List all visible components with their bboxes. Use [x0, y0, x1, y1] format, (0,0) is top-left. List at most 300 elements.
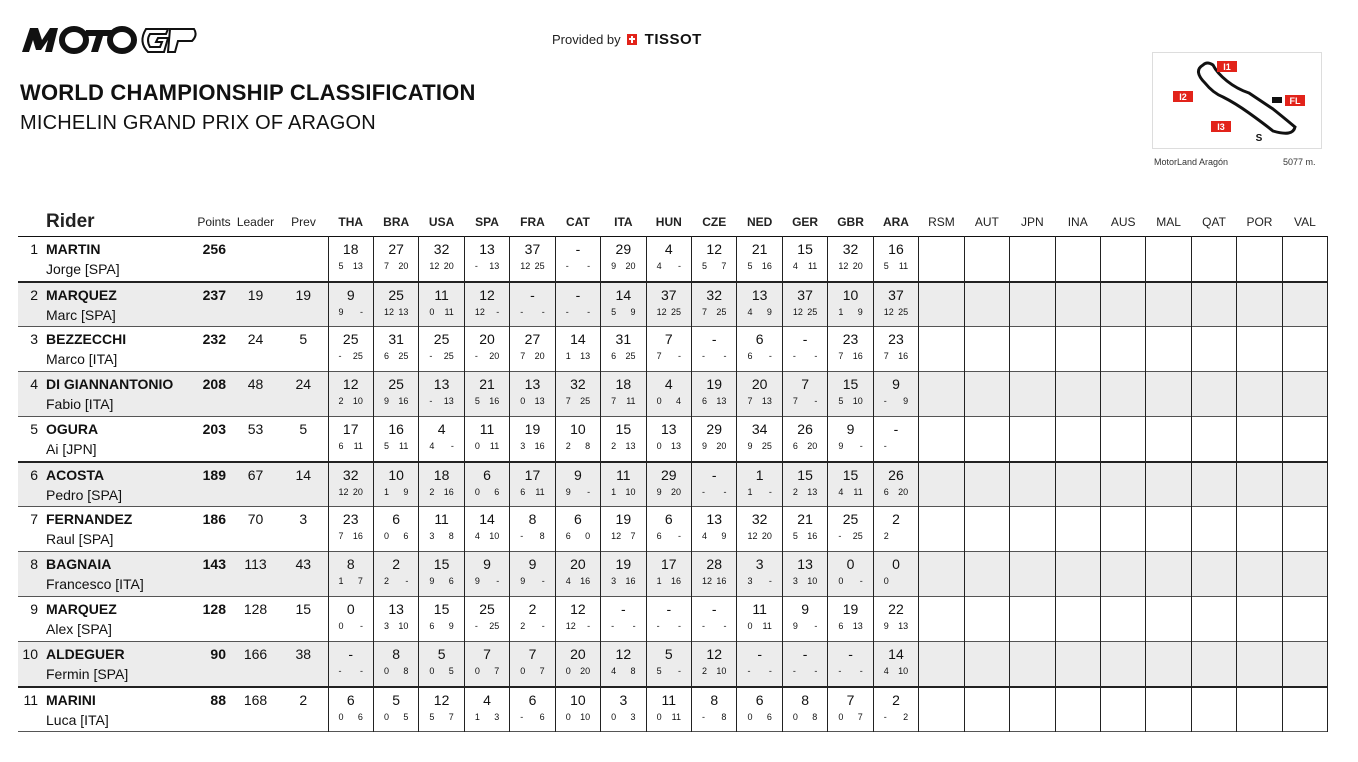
sprint-points: 9: [838, 441, 844, 451]
sprint-points: 7: [747, 396, 753, 406]
round-breakdown: [783, 529, 827, 541]
round-result-aut: [964, 462, 1009, 507]
sprint-points: 0: [656, 711, 662, 722]
sprint-points: 5: [656, 666, 662, 676]
race-points: 25: [534, 261, 545, 271]
round-result-fra: [510, 642, 555, 687]
round-breakdown: [874, 485, 918, 497]
round-result-ara: [873, 462, 918, 507]
race-points: 13: [580, 351, 591, 361]
round-result-aus: [1100, 282, 1145, 327]
sprint-points: 3: [611, 576, 617, 586]
round-points: 10: [570, 421, 586, 437]
race-points: -: [359, 666, 363, 676]
table-row: [18, 417, 1328, 462]
race-points: 13: [761, 396, 772, 406]
header-round-gbr: GBR: [837, 215, 864, 229]
race-points: 10: [898, 666, 909, 676]
round-result-ned: [737, 642, 782, 687]
round-points: -: [848, 646, 853, 662]
round-breakdown: [828, 529, 872, 541]
round-result-bra: [373, 597, 418, 642]
round-points: 9: [346, 286, 355, 303]
round-breakdown: [510, 439, 554, 451]
round-breakdown: [737, 664, 781, 676]
round-breakdown: [737, 710, 781, 722]
race-points: -: [678, 261, 681, 271]
leader-gap-cell: 168: [243, 691, 268, 708]
round-points: -: [666, 601, 672, 617]
sprint-points: 3: [383, 621, 389, 631]
race-points: 25: [761, 441, 772, 451]
race-points: 7: [448, 711, 454, 722]
sprint-points: -: [520, 531, 524, 541]
race-points: 25: [807, 306, 818, 317]
sprint-points: 1: [474, 711, 480, 722]
round-points: 9: [483, 556, 491, 572]
round-result-qat: [1191, 237, 1236, 282]
round-breakdown: [874, 305, 918, 317]
race-points: 20: [761, 531, 772, 541]
round-breakdown: [510, 529, 554, 541]
round-points: 9: [801, 601, 809, 617]
round-result-ina: [1055, 237, 1100, 282]
race-points: 20: [580, 666, 591, 676]
round-points: 6: [392, 511, 401, 527]
round-result-por: [1237, 507, 1282, 552]
position: 5: [30, 421, 38, 437]
round-result-bra: [373, 642, 418, 687]
sprint-points: 9: [565, 486, 571, 497]
round-result-bra: [373, 282, 418, 327]
race-points: 7: [494, 666, 500, 676]
round-points: 11: [616, 466, 631, 483]
round-result-mal: [1146, 642, 1191, 687]
round-breakdown: [647, 485, 691, 497]
sprint-points: -: [702, 351, 705, 361]
rider-surname: OGURA: [46, 421, 99, 437]
rider-firstname: Fermin [SPA]: [46, 666, 129, 682]
rider-cell: [18, 237, 196, 282]
round-result-usa: [419, 327, 464, 372]
rider-cell: [18, 462, 196, 507]
race-points: 20: [352, 486, 363, 497]
round-result-spa: [464, 597, 509, 642]
sprint-points: 12: [656, 306, 667, 317]
round-breakdown: [510, 349, 554, 361]
sprint-points: 7: [520, 351, 526, 361]
round-points: 18: [433, 466, 450, 483]
round-breakdown: [556, 574, 600, 586]
sprint-points: 9: [702, 441, 708, 451]
header-round-hun: HUN: [655, 215, 682, 229]
prev-gap-cell: 5: [299, 331, 308, 347]
round-result-ara: [873, 417, 918, 462]
points-cell: 90: [210, 646, 226, 662]
round-result-aut: [964, 237, 1009, 282]
round-breakdown: [510, 710, 554, 722]
round-result-jpn: [1010, 552, 1055, 597]
round-points: 25: [388, 286, 404, 303]
round-points: 0: [346, 601, 355, 617]
round-result-fra: [510, 237, 555, 282]
round-breakdown: [374, 529, 418, 541]
header-round-ara: ARA: [882, 215, 909, 229]
prev-gap-cell: [279, 237, 328, 282]
round-breakdown: [556, 305, 600, 317]
race-points: 7: [857, 711, 863, 722]
leader-gap-cell: 24: [247, 331, 264, 347]
round-result-cat: [555, 327, 600, 372]
race-points: 16: [580, 576, 591, 586]
round-result-qat: [1191, 327, 1236, 372]
sprint-points: 7: [838, 351, 844, 361]
round-breakdown: [783, 574, 827, 586]
round-breakdown: [556, 485, 600, 497]
round-result-gbr: [828, 282, 873, 327]
round-points: 11: [479, 421, 495, 437]
round-result-usa: [419, 687, 464, 732]
race-points: 16: [807, 531, 818, 541]
sprint-points: 0: [520, 396, 526, 406]
round-points: 23: [842, 331, 859, 347]
sprint-points: 0: [474, 441, 480, 451]
sprint-points: 0: [338, 621, 344, 631]
round-result-spa: [464, 372, 509, 417]
round-result-rsm: [919, 597, 964, 642]
round-result-fra: [510, 372, 555, 417]
round-result-rsm: [919, 417, 964, 462]
round-result-cze: [692, 597, 737, 642]
round-points: 21: [751, 241, 768, 257]
round-points: 6: [755, 691, 764, 708]
sprint-points: 6: [656, 531, 662, 541]
table-row: [18, 597, 1328, 642]
race-points: 13: [534, 396, 545, 406]
round-points: 32: [751, 511, 768, 527]
sprint-points: -: [338, 351, 342, 361]
round-result-cze: [692, 552, 737, 597]
sprint-points: 1: [656, 576, 662, 586]
round-result-cat: [555, 687, 600, 732]
round-points: 2: [892, 511, 900, 527]
classification-table: [18, 208, 1328, 732]
round-result-rsm: [919, 687, 964, 732]
round-points: 13: [524, 376, 541, 392]
round-result-qat: [1191, 687, 1236, 732]
rider-cell: [18, 417, 196, 462]
round-result-cat: [555, 507, 600, 552]
round-result-qat: [1191, 372, 1236, 417]
round-result-aus: [1100, 687, 1145, 732]
round-breakdown: [647, 664, 691, 676]
round-breakdown: [737, 439, 781, 451]
sprint-points: 7: [611, 396, 617, 406]
race-points: 16: [852, 351, 863, 361]
sprint-points: 1: [611, 486, 617, 497]
round-points: 25: [479, 601, 495, 617]
round-result-hun: [646, 372, 691, 417]
round-points: 15: [797, 466, 813, 483]
sprint-points: 7: [565, 396, 571, 406]
round-result-usa: [419, 507, 464, 552]
round-breakdown: [601, 259, 645, 271]
race-points: 9: [903, 396, 909, 406]
race-points: -: [768, 351, 772, 361]
round-breakdown: [783, 619, 827, 631]
round-points: 0: [892, 556, 900, 572]
round-points: 12: [479, 286, 495, 303]
round-points: 11: [434, 511, 449, 527]
round-result-bra: [373, 372, 418, 417]
sprint-points: 0: [338, 711, 344, 722]
round-result-cat: [555, 597, 600, 642]
round-breakdown: [783, 349, 827, 361]
round-points: 26: [797, 421, 813, 437]
round-points: 3: [755, 556, 764, 572]
round-result-cat: [555, 417, 600, 462]
round-points: 15: [433, 556, 450, 572]
round-result-ara: [873, 372, 918, 417]
round-breakdown: [556, 710, 600, 722]
round-result-ina: [1055, 462, 1100, 507]
position: 4: [30, 376, 38, 392]
round-breakdown: [419, 664, 463, 676]
round-points: 8: [346, 556, 355, 572]
race-points: 20: [852, 261, 863, 271]
round-points: -: [575, 241, 581, 257]
round-result-hun: [646, 237, 691, 282]
round-points: 19: [706, 376, 722, 392]
round-breakdown: [419, 574, 463, 586]
round-result-aut: [964, 327, 1009, 372]
sprint-points: 0: [838, 576, 844, 586]
round-points: 6: [755, 331, 764, 347]
sprint-points: 5: [838, 396, 844, 406]
round-result-usa: [419, 552, 464, 597]
sprint-points: -: [656, 621, 660, 631]
round-result-por: [1237, 597, 1282, 642]
sprint-points: 7: [656, 351, 662, 361]
round-result-ara: [873, 237, 918, 282]
round-points: 12: [433, 691, 450, 708]
round-result-mal: [1146, 237, 1191, 282]
round-result-jpn: [1010, 282, 1055, 327]
header-leader: Leader: [236, 215, 275, 229]
sponsor-banner: [552, 31, 702, 48]
sprint-points: 7: [383, 261, 389, 271]
points-cell: 237: [202, 286, 226, 303]
prev-gap-cell: 3: [299, 511, 308, 527]
sprint-points: 3: [792, 576, 798, 586]
round-points: 6: [346, 691, 355, 708]
round-points: 7: [483, 646, 491, 662]
round-points: 32: [706, 286, 722, 303]
round-points: 19: [842, 601, 859, 617]
race-points: -: [405, 576, 409, 586]
round-result-bra: [373, 507, 418, 552]
round-result-aut: [964, 417, 1009, 462]
sprint-points: -: [474, 621, 478, 631]
race-points: 9: [448, 621, 454, 631]
round-result-aut: [964, 507, 1009, 552]
race-points: -: [859, 666, 863, 676]
race-points: 13: [398, 306, 409, 317]
sprint-points: 2: [338, 396, 344, 406]
round-result-val: [1282, 372, 1327, 417]
sprint-points: 9: [474, 576, 480, 586]
race-points: 20: [489, 351, 500, 361]
round-result-ned: [737, 507, 782, 552]
round-breakdown: [465, 619, 509, 631]
round-breakdown: [874, 529, 918, 541]
round-points: 13: [706, 511, 722, 527]
race-points: 16: [761, 261, 772, 271]
race-points: 8: [721, 711, 727, 722]
round-breakdown: [647, 439, 691, 451]
round-points: -: [802, 331, 808, 347]
rider-surname: BAGNAIA: [46, 556, 112, 572]
table-row: [18, 372, 1328, 417]
round-result-gbr: [828, 237, 873, 282]
round-breakdown: [465, 529, 509, 541]
round-points: 10: [388, 466, 404, 483]
rider-surname: ALDEGUER: [46, 646, 125, 662]
position: 3: [30, 331, 38, 347]
rider-surname: MARTIN: [46, 241, 101, 257]
round-points: 17: [660, 556, 677, 572]
round-breakdown: [737, 574, 781, 586]
race-points: 11: [353, 441, 363, 451]
round-points: -: [802, 646, 808, 662]
round-points: 10: [570, 691, 586, 708]
round-result-val: [1282, 507, 1327, 552]
race-points: 8: [812, 711, 818, 722]
sprint-points: 4: [565, 576, 571, 586]
round-result-val: [1282, 687, 1327, 732]
points-cell: 208: [202, 376, 226, 392]
round-result-ger: [782, 642, 827, 687]
race-points: 16: [398, 396, 409, 406]
round-result-cze: [692, 417, 737, 462]
race-points: 13: [443, 396, 454, 406]
prev-gap-cell: 5: [299, 421, 308, 437]
round-result-val: [1282, 462, 1327, 507]
race-points: 13: [898, 621, 909, 631]
round-result-val: [1282, 327, 1327, 372]
sprint-points: 6: [383, 351, 389, 361]
round-points: 28: [706, 556, 722, 572]
round-points: 8: [801, 691, 809, 708]
rider-firstname: Fabio [ITA]: [46, 396, 114, 412]
round-breakdown: [465, 305, 509, 317]
round-result-gbr: [828, 417, 873, 462]
round-points: 11: [661, 691, 677, 708]
round-result-aus: [1100, 462, 1145, 507]
round-result-ger: [782, 282, 827, 327]
header-points: Points: [197, 215, 231, 229]
round-result-qat: [1191, 642, 1236, 687]
rider-firstname: Francesco [ITA]: [46, 576, 144, 592]
sprint-points: 9: [747, 441, 753, 451]
sprint-points: 0: [520, 666, 526, 676]
rider-firstname: Ai [JPN]: [46, 441, 97, 457]
round-result-ger: [782, 507, 827, 552]
sprint-points: -: [838, 666, 842, 676]
round-points: 20: [570, 556, 586, 572]
race-points: -: [359, 306, 363, 317]
sprint-points: 5: [792, 531, 798, 541]
sprint-points: 1: [747, 486, 753, 497]
round-breakdown: [647, 394, 691, 406]
position: 9: [30, 601, 38, 617]
sprint-points: 6: [338, 441, 344, 451]
sprint-points: 7: [883, 351, 889, 361]
race-points: 25: [670, 306, 681, 317]
rider-firstname: Pedro [SPA]: [46, 486, 123, 503]
round-breakdown: [510, 259, 554, 271]
position: 11: [23, 691, 38, 708]
round-points: 37: [888, 286, 904, 303]
round-result-jpn: [1010, 687, 1055, 732]
round-result-val: [1282, 237, 1327, 282]
round-breakdown: [692, 710, 736, 722]
sprint-points: 0: [429, 666, 435, 676]
round-result-cze: [692, 327, 737, 372]
race-points: 5: [448, 666, 454, 676]
round-points: 7: [846, 691, 855, 708]
round-result-por: [1237, 552, 1282, 597]
round-result-cat: [555, 282, 600, 327]
race-points: 13: [852, 621, 863, 631]
round-result-ara: [873, 327, 918, 372]
round-result-cat: [555, 237, 600, 282]
race-points: 5: [403, 711, 409, 722]
race-points: 25: [489, 621, 500, 631]
race-points: 25: [398, 351, 409, 361]
page-title: WORLD CHAMPIONSHIP CLASSIFICATION: [20, 80, 476, 105]
race-points: -: [587, 261, 591, 271]
sprint-points: 4: [883, 666, 889, 676]
round-result-hun: [646, 687, 691, 732]
round-breakdown: [647, 305, 691, 317]
header-round-aus: AUS: [1110, 215, 1136, 229]
race-points: 0: [585, 531, 591, 541]
race-points: 25: [580, 396, 591, 406]
round-result-spa: [464, 642, 509, 687]
round-breakdown: [465, 710, 509, 722]
sprint-points: 5: [383, 441, 389, 451]
race-points: 13: [489, 261, 500, 271]
round-result-ita: [601, 552, 646, 597]
race-points: -: [768, 666, 772, 676]
round-breakdown: [329, 259, 373, 271]
round-result-ita: [601, 372, 646, 417]
round-result-hun: [646, 462, 691, 507]
sprint-points: 0: [429, 306, 435, 317]
race-points: -: [587, 306, 591, 317]
round-breakdown: [874, 710, 918, 722]
sprint-points: -: [429, 351, 433, 361]
rider-cell: [18, 552, 196, 597]
round-points: 4: [437, 421, 446, 437]
race-points: 25: [443, 351, 454, 361]
race-points: 13: [625, 441, 636, 451]
round-result-ina: [1055, 417, 1100, 462]
round-result-ger: [782, 597, 827, 642]
round-breakdown: [419, 619, 463, 631]
round-points: -: [530, 286, 535, 303]
